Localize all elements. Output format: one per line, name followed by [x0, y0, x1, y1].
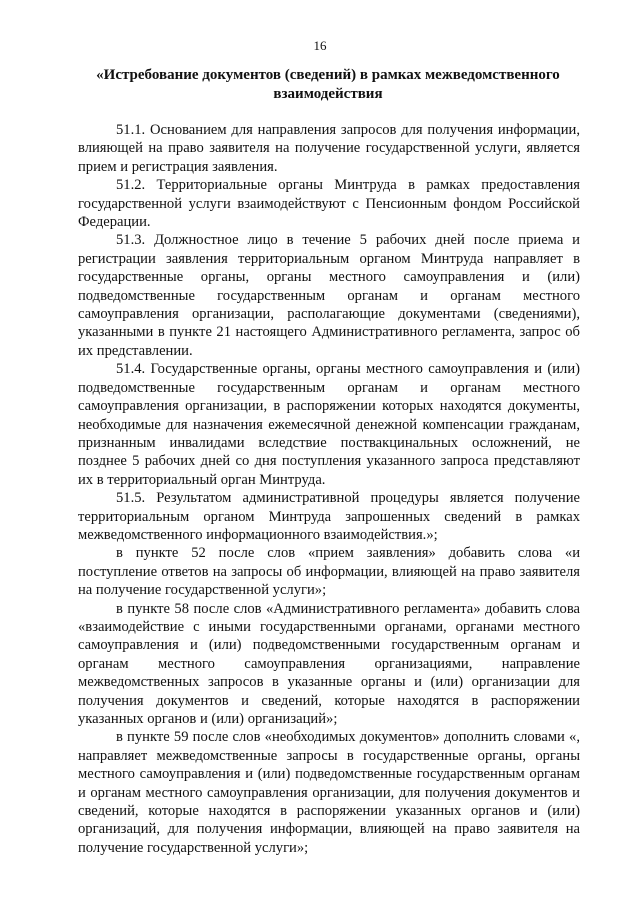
paragraph-51-1: 51.1. Основанием для направления запросов для получения информации, влияющей на право заявителя на получение государственной услуги, является прием и регистрация заявления. — [78, 122, 580, 175]
document-body — [78, 121, 580, 857]
amendment-point-58: в пункте 58 после слов «Административного регламента» добавить слова «взаимодействие с иными государственными органами, органами местного самоуправления и (или) подведомственными государственным органам и органам местного самоуправления организациями, направление межведомственных запросов в указанные органы и (или) организации для получения документов и сведений, которые находятся в распоряжении указанных органов и (или) организаций»; — [78, 600, 580, 727]
paragraph-51-4: 51.4. Государственные органы, органы местного самоуправления и (или) подведомственные государственным органам и органам местного самоуправления организации, в распоряжении которых находятся документы, необходимые для назначения ежемесячной денежной компенсации гражданам, признанным инвалидами вследствие поствакцинальных осложнений, не позднее 5 рабочих дней со дня поступления указанного запроса представляют их в территориальный орган Минтруда. — [78, 361, 580, 488]
amendment-point-52: в пункте 52 после слов «прием заявления» добавить слова «и поступление ответов на запросы об информации, влияющей на право заявителя на получение государственной услуги»; — [78, 545, 580, 599]
section-heading: «Истребование документов (сведений) в рамках межведомственного взаимодействия — [96, 67, 560, 102]
paragraph-51-2: 51.2. Территориальные органы Минтруда в рамках предоставления государственной услуги взаимодействуют с Пенсионным фондом Российской Федерации. — [78, 177, 580, 231]
paragraph-51-3: 51.3. Должностное лицо в течение 5 рабочих дней после приема и регистрации заявления территориальным органом Минтруда направляет в государственные органы, органы местного самоуправления и (или) подведомственные государственным органам и органам местного самоуправления организации, располагающие документами (сведениями), указанными в пункте 21 настоящего Административного регламента, запрос об их представлении. — [78, 232, 580, 359]
page-number: 16 — [313, 38, 327, 53]
paragraph-51-5: 51.5. Результатом административной процедуры является получение территориальным органом Минтруда запрошенных сведений в рамках межведомственного информационного взаимодействия.»; — [78, 490, 580, 543]
amendment-point-59: в пункте 59 после слов «необходимых документов» дополнить словами «, направляет межведомственные запросы в государственные органы, органы местного самоуправления и (или) подведомственные государственным органам и органам местного самоуправления организации, для получения документов и сведений, которые находятся в распоряжении указанных органов и (или) организаций, для получения информации, влияющей на право заявителя на получение государственной услуги»; — [78, 729, 580, 856]
